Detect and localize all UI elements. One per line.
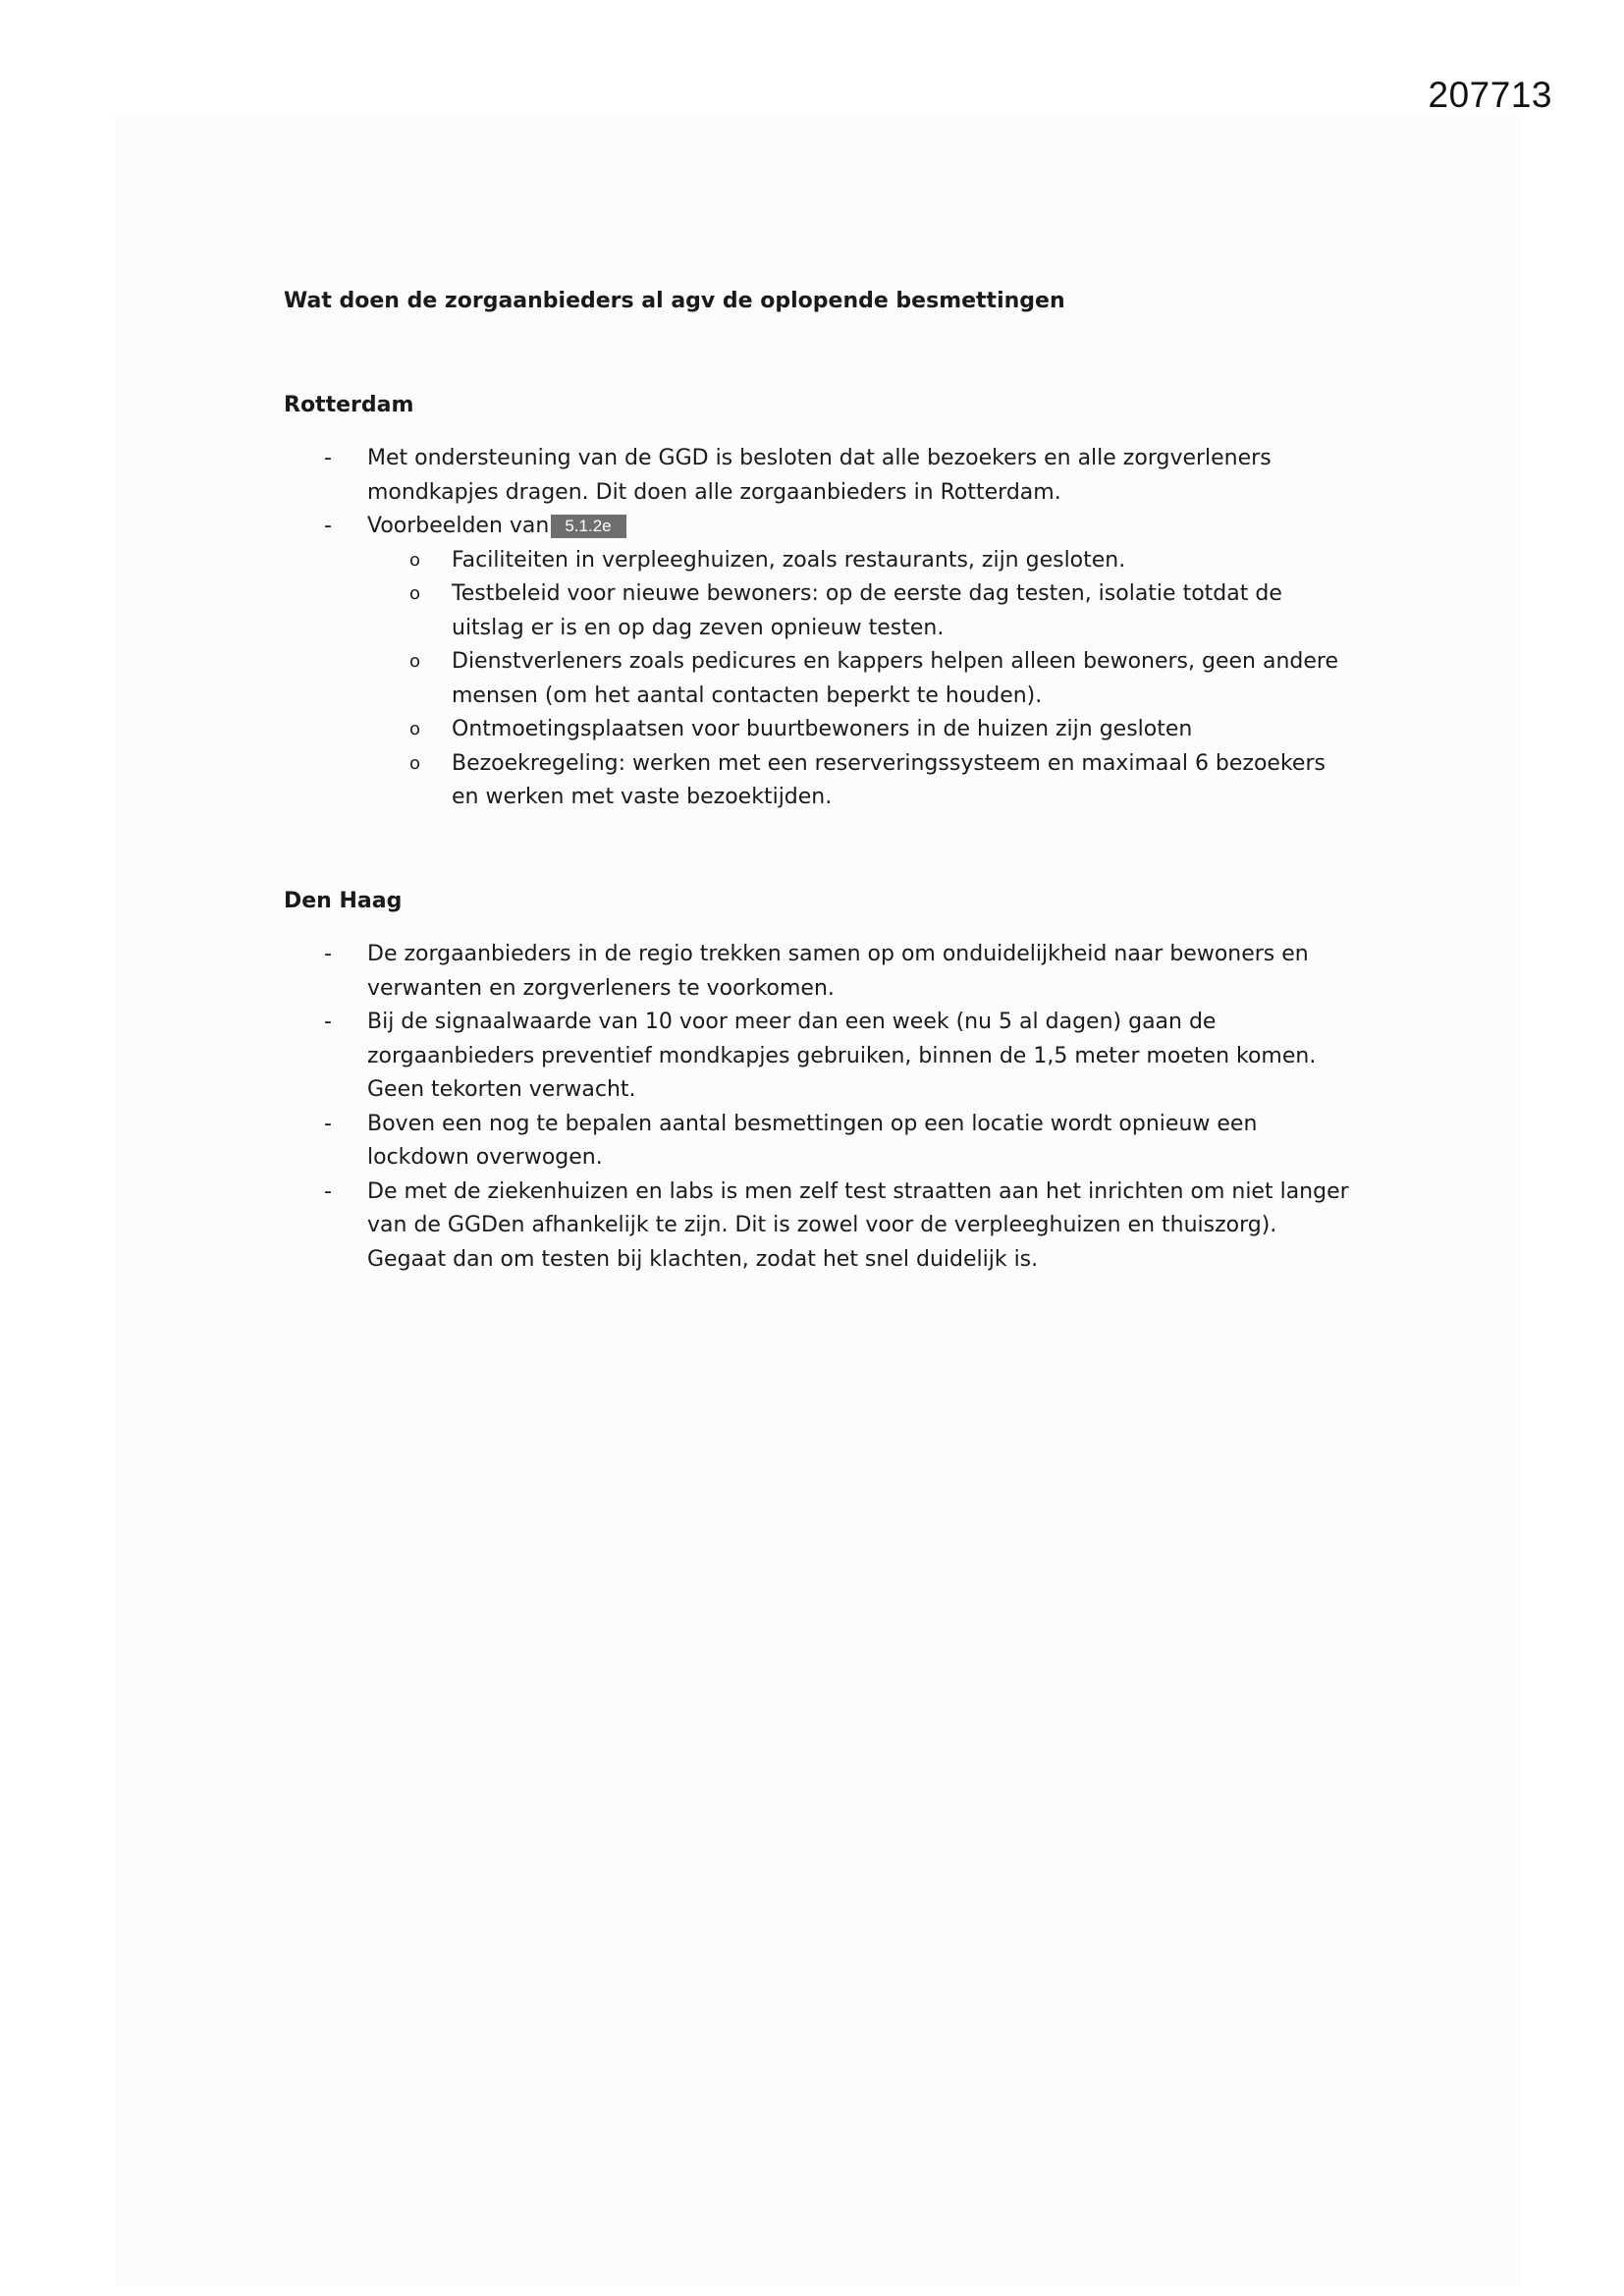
list-item	[284, 1175, 1354, 1278]
circle-bullet: o	[409, 583, 421, 604]
sub-list-item	[367, 544, 1354, 578]
sub-list-item	[367, 747, 1354, 815]
sub-list-item-text: Faciliteiten in verpleeghuizen, zoals restaurants, zijn gesloten.	[452, 547, 1126, 573]
sub-list-item-text: Ontmoetingsplaatsen voor buurtbewoners in de huizen zijn gesloten	[452, 717, 1193, 741]
list-item-text: De zorgaanbieders in de regio trekken samen op om onduidelijkheid naar bewoners en verwanten en zorgverleners te voorkomen.	[367, 942, 1309, 1001]
den-haag-list	[284, 938, 1354, 1277]
sub-list-item	[367, 713, 1354, 747]
list-item	[284, 938, 1354, 1006]
sub-list-item-text: Testbeleid voor nieuwe bewoners: op de eerste dag testen, isolatie totdat de uitslag er is en op dag zeven opnieuw testen.	[452, 581, 1282, 640]
list-item	[284, 442, 1354, 510]
document-title: Wat doen de zorgaanbieders al agv de oplopende besmettingen	[284, 289, 1065, 313]
redaction-box: 5.1.2e	[551, 515, 625, 538]
sub-list-item-text: Bezoekregeling: werken met een reserveringssysteem en maximaal 6 bezoekers en werken met vaste bezoektijden.	[452, 750, 1326, 809]
list-item-text: Voorbeelden van	[367, 514, 550, 538]
document-number: 207713	[1428, 75, 1552, 115]
list-item-text: Met ondersteuning van de GGD is besloten dat alle bezoekers en alle zorgverleners mondkapjes dragen. Dit doen alle zorgaanbieders in Rotterdam.	[367, 446, 1272, 505]
sub-list-item	[367, 645, 1354, 713]
circle-bullet: o	[409, 719, 421, 739]
dash-bullet: -	[324, 1178, 332, 1204]
dash-bullet: -	[324, 1010, 332, 1034]
dash-bullet: -	[324, 446, 332, 470]
sub-list-item-text: Dienstverleners zoals pedicures en kappers helpen alleen bewoners, geen andere mensen (om het aantal contacten beperkt te houden).	[452, 649, 1338, 708]
document-body	[284, 285, 1354, 1277]
list-item	[284, 1108, 1354, 1175]
circle-bullet: o	[409, 651, 421, 672]
dash-bullet: -	[324, 942, 332, 966]
dash-bullet: -	[324, 1111, 332, 1136]
circle-bullet: o	[409, 752, 421, 774]
rotterdam-list	[284, 442, 1354, 815]
section-heading-rotterdam: Rotterdam	[284, 392, 414, 417]
list-item-text: Bij de signaalwaarde van 10 voor meer dan een week (nu 5 al dagen) gaan de zorgaanbieders preventief mondkapjes gebruiken, binnen de 1,5 meter moeten komen. Geen tekorten verwacht.	[367, 1010, 1317, 1102]
rotterdam-sublist	[367, 544, 1354, 815]
sub-list-item	[367, 577, 1354, 645]
list-item-text: De met de ziekenhuizen en labs is men zelf test straatten aan het inrichten om niet langer van de GGDen afhankelijk te zijn. Dit is zowel voor de verpleeghuizen en thuiszorg). Gegaat dan om testen bij klachten, zodat het snel duidelijk is.	[367, 1178, 1349, 1272]
list-item	[284, 510, 1354, 815]
dash-bullet: -	[324, 514, 332, 538]
list-item-text: Boven een nog te bepalen aantal besmettingen op een locatie wordt opnieuw een lockdown overwogen.	[367, 1111, 1258, 1170]
list-item	[284, 1006, 1354, 1108]
circle-bullet: o	[409, 549, 421, 571]
section-heading-den-haag: Den Haag	[284, 888, 403, 913]
